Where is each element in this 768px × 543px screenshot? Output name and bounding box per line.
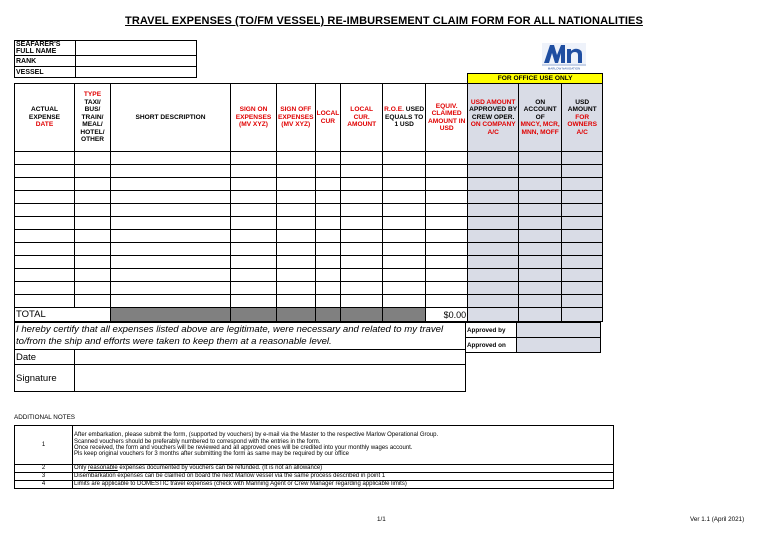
expense-cell[interactable] xyxy=(75,152,111,165)
total-grey-cell xyxy=(231,308,277,322)
note-number: 3 xyxy=(15,473,73,481)
expense-cell[interactable] xyxy=(75,165,111,178)
expense-cell[interactable] xyxy=(468,282,519,295)
expense-cell[interactable] xyxy=(383,191,426,204)
expense-cell[interactable] xyxy=(15,295,75,308)
approved-by-field[interactable] xyxy=(517,323,601,338)
expense-cell[interactable] xyxy=(341,204,383,217)
expense-cell[interactable] xyxy=(315,256,341,269)
expense-cell[interactable] xyxy=(315,165,341,178)
expense-cell[interactable] xyxy=(519,217,562,230)
expense-cell[interactable] xyxy=(562,282,603,295)
expense-cell[interactable] xyxy=(315,152,341,165)
expense-cell[interactable] xyxy=(426,204,468,217)
expense-cell[interactable] xyxy=(341,178,383,191)
approved-by-label: Approved by xyxy=(466,323,517,338)
expense-cell[interactable] xyxy=(231,191,277,204)
expense-cell[interactable] xyxy=(519,191,562,204)
expense-cell[interactable] xyxy=(231,230,277,243)
expense-cell[interactable] xyxy=(231,204,277,217)
expense-cell[interactable] xyxy=(111,178,231,191)
expense-cell[interactable] xyxy=(341,295,383,308)
expense-cell[interactable] xyxy=(468,217,519,230)
expense-cell[interactable] xyxy=(562,178,603,191)
marlow-navigation-logo xyxy=(540,41,588,71)
rank-label: RANK xyxy=(15,56,76,67)
total-grey-cell xyxy=(341,308,383,322)
col-usd-approved-by: APPROVED BY CREW OPER. xyxy=(469,106,518,121)
expense-cell[interactable] xyxy=(341,165,383,178)
expense-row xyxy=(15,269,603,282)
note-2-underline: reasonable xyxy=(88,465,118,472)
note-1 xyxy=(73,426,614,465)
expense-cell[interactable] xyxy=(15,178,75,191)
expense-cell[interactable] xyxy=(519,256,562,269)
expense-cell[interactable] xyxy=(75,204,111,217)
expense-cell[interactable] xyxy=(341,243,383,256)
expense-cell[interactable] xyxy=(519,282,562,295)
col-short-description: SHORT DESCRIPTION xyxy=(111,84,231,152)
expense-cell[interactable] xyxy=(341,217,383,230)
expense-cell[interactable] xyxy=(562,256,603,269)
total-office-cell[interactable] xyxy=(519,308,562,322)
certification-table xyxy=(14,322,466,392)
col-usd-owners-label: USD AMOUNT xyxy=(567,98,597,114)
approval-table xyxy=(465,322,601,353)
expense-cell[interactable] xyxy=(75,217,111,230)
expense-cell[interactable] xyxy=(383,269,426,282)
expense-row xyxy=(15,230,603,243)
page-number: 1/1 xyxy=(377,516,386,523)
expense-cell[interactable] xyxy=(426,269,468,282)
expense-cell[interactable] xyxy=(341,256,383,269)
expense-cell[interactable] xyxy=(519,243,562,256)
expense-cell[interactable] xyxy=(468,243,519,256)
note-number: 2 xyxy=(15,465,73,473)
full-name-label: SEAFARER'S FULL NAME xyxy=(15,41,76,56)
expense-cell[interactable] xyxy=(383,217,426,230)
expense-cell[interactable] xyxy=(15,269,75,282)
expense-cell[interactable] xyxy=(341,230,383,243)
expense-cell[interactable] xyxy=(277,295,316,308)
expense-cell[interactable] xyxy=(15,243,75,256)
expense-cell[interactable] xyxy=(562,191,603,204)
expense-cell[interactable] xyxy=(75,191,111,204)
expense-cell[interactable] xyxy=(277,269,316,282)
col-local-cur: LOCAL CUR xyxy=(315,84,341,152)
expense-cell[interactable] xyxy=(315,204,341,217)
expense-cell[interactable] xyxy=(231,295,277,308)
expense-cell[interactable] xyxy=(315,269,341,282)
expense-cell[interactable] xyxy=(15,217,75,230)
expense-cell[interactable] xyxy=(111,204,231,217)
note-4: Limits are applicable to DOMESTIC travel expenses (check with Manning Agent or Crew Manager regarding applicable limits) xyxy=(73,481,614,489)
expense-cell[interactable] xyxy=(519,152,562,165)
expense-cell[interactable] xyxy=(426,217,468,230)
expense-cell[interactable] xyxy=(277,178,316,191)
col-roe xyxy=(383,84,426,152)
expense-cell[interactable] xyxy=(111,243,231,256)
total-grey-cell xyxy=(111,308,231,322)
expense-cell[interactable] xyxy=(15,230,75,243)
expense-cell[interactable] xyxy=(341,152,383,165)
approved-on-label: Approved on xyxy=(466,338,517,353)
certification-text: I hereby certify that all expenses listed above are legitimate, were necessary and related to my travel to/from the ship and efforts were taken to keep them at a reasonable level. xyxy=(15,323,466,350)
office-use-banner: FOR OFFICE USE ONLY xyxy=(468,74,603,84)
expense-cell[interactable] xyxy=(562,243,603,256)
expense-cell[interactable] xyxy=(468,152,519,165)
expense-cell[interactable] xyxy=(468,191,519,204)
expense-row xyxy=(15,178,603,191)
expense-cell[interactable] xyxy=(426,243,468,256)
expense-cell[interactable] xyxy=(562,152,603,165)
expense-cell[interactable] xyxy=(426,178,468,191)
total-value: $0.00 xyxy=(426,308,468,322)
note-2 xyxy=(73,465,614,473)
expense-cell[interactable] xyxy=(426,295,468,308)
total-grey-cell xyxy=(315,308,341,322)
expense-cell[interactable] xyxy=(277,152,316,165)
notes-table xyxy=(14,425,614,489)
notes-title: ADDITIONAL NOTES xyxy=(14,414,75,421)
col-date-label: DATE xyxy=(35,121,54,129)
note-2-pre: Only xyxy=(74,465,89,472)
col-local-amount: LOCAL CUR. AMOUNT xyxy=(341,84,383,152)
note-1-line: Scanned vouchers should be preferably numbered to correspond with the entries in the form. xyxy=(74,438,321,445)
expense-cell[interactable] xyxy=(383,230,426,243)
signature-label: Signature xyxy=(15,365,75,392)
expense-cell[interactable] xyxy=(231,152,277,165)
col-usd-approved-label: USD AMOUNT xyxy=(470,98,516,106)
expense-cell[interactable] xyxy=(277,256,316,269)
expense-cell[interactable] xyxy=(75,230,111,243)
total-office-cell[interactable] xyxy=(562,308,603,322)
expense-cell[interactable] xyxy=(15,165,75,178)
expense-cell[interactable] xyxy=(468,165,519,178)
expense-cell[interactable] xyxy=(111,165,231,178)
col-type-prefix: TYPE xyxy=(83,91,102,99)
expense-cell[interactable] xyxy=(111,269,231,282)
expense-cell[interactable] xyxy=(383,282,426,295)
expense-cell[interactable] xyxy=(562,204,603,217)
expense-cell[interactable] xyxy=(468,178,519,191)
expense-cell[interactable] xyxy=(426,191,468,204)
expense-cell[interactable] xyxy=(562,165,603,178)
total-label: TOTAL xyxy=(15,308,111,322)
expense-cell[interactable] xyxy=(231,282,277,295)
expense-cell[interactable] xyxy=(111,282,231,295)
expense-row xyxy=(15,243,603,256)
expense-row xyxy=(15,191,603,204)
expense-cell[interactable] xyxy=(15,152,75,165)
expense-cell[interactable] xyxy=(468,269,519,282)
col-type-options: TAXI/ BUS/ TRAIN/ MEAL/ HOTEL/ OTHER xyxy=(80,98,105,144)
expense-cell[interactable] xyxy=(315,191,341,204)
expense-cell[interactable] xyxy=(231,165,277,178)
expense-cell[interactable] xyxy=(111,191,231,204)
expense-cell[interactable] xyxy=(111,295,231,308)
expense-cell[interactable] xyxy=(562,269,603,282)
col-actual-expense-date xyxy=(15,84,75,152)
col-type xyxy=(75,84,111,152)
expense-cell[interactable] xyxy=(519,230,562,243)
expense-cell[interactable] xyxy=(383,295,426,308)
expense-cell[interactable] xyxy=(519,178,562,191)
expense-cell[interactable] xyxy=(383,152,426,165)
expense-cell[interactable] xyxy=(426,165,468,178)
expense-row xyxy=(15,295,603,308)
rank-field[interactable] xyxy=(76,56,197,67)
col-actual-expense-label: ACTUAL EXPENSE xyxy=(28,106,61,121)
expense-cell[interactable] xyxy=(111,152,231,165)
note-3: Disembarkation expenses can be claimed on board the next Marlow vessel via the same process described in point 1 xyxy=(73,473,614,481)
expense-cell[interactable] xyxy=(468,256,519,269)
note-2-post: expenses documented by vouchers can be refunded. (It is not an allowance) xyxy=(117,465,323,472)
expense-cell[interactable] xyxy=(15,256,75,269)
version-label: Ver 1.1 (April 2021) xyxy=(690,516,745,523)
col-usd-company-ac: ON COMPANY A/C xyxy=(470,121,516,136)
expense-cell[interactable] xyxy=(75,269,111,282)
expense-cell[interactable] xyxy=(468,295,519,308)
expense-cell[interactable] xyxy=(315,282,341,295)
expense-row xyxy=(15,256,603,269)
expense-cell[interactable] xyxy=(519,204,562,217)
col-roe-prefix: R.O.E. xyxy=(384,106,404,114)
expense-cell[interactable] xyxy=(75,295,111,308)
full-name-field[interactable] xyxy=(76,41,197,56)
expense-cell[interactable] xyxy=(277,230,316,243)
expense-cell[interactable] xyxy=(231,243,277,256)
expense-table xyxy=(14,73,603,322)
approved-on-field[interactable] xyxy=(517,338,601,353)
expense-cell[interactable] xyxy=(315,243,341,256)
expense-cell[interactable] xyxy=(277,243,316,256)
col-on-account-entities: MNCY, MCR, MNN, MOFF xyxy=(520,121,560,136)
expense-cell[interactable] xyxy=(315,230,341,243)
total-grey-cell xyxy=(383,308,426,322)
logo-caption: MARLOW NAVIGATION xyxy=(547,66,581,71)
expense-cell[interactable] xyxy=(468,204,519,217)
note-1-line: Once received, the form and vouchers will be reviewed and all approved ones will be credited into your monthly wages account. xyxy=(74,445,413,451)
expense-cell[interactable] xyxy=(383,256,426,269)
expense-cell[interactable] xyxy=(341,282,383,295)
col-usd-owners-ac: FOR OWNERS A/C xyxy=(567,113,597,136)
expense-cell[interactable] xyxy=(383,178,426,191)
expense-row xyxy=(15,217,603,230)
expense-cell[interactable] xyxy=(341,191,383,204)
expense-cell[interactable] xyxy=(315,217,341,230)
expense-cell[interactable] xyxy=(15,191,75,204)
col-on-account-label: ON ACCOUNT OF xyxy=(523,98,557,121)
expense-cell[interactable] xyxy=(277,165,316,178)
note-number: 1 xyxy=(15,426,73,465)
expense-cell[interactable] xyxy=(75,256,111,269)
expense-cell[interactable] xyxy=(383,204,426,217)
signature-field[interactable] xyxy=(75,365,466,392)
date-field[interactable] xyxy=(75,350,466,365)
expense-cell[interactable] xyxy=(15,282,75,295)
col-sign-off: SIGN OFF EXPENSES (MV XYZ) xyxy=(277,84,316,152)
note-1-line: After embarkation, please submit the form, (supported by vouchers) by e-mail via the Master to the respective Marlow Operational Group. xyxy=(74,432,439,439)
col-equiv-usd: EQUIV. CLAIMED AMOUNT IN USD xyxy=(426,84,468,152)
note-1-line: Pls keep original vouchers for 3 months after submitting the form as same may be required by our office xyxy=(74,451,350,458)
expense-cell[interactable] xyxy=(231,269,277,282)
expense-cell[interactable] xyxy=(277,204,316,217)
expense-cell[interactable] xyxy=(111,256,231,269)
expense-cell[interactable] xyxy=(383,165,426,178)
expense-cell[interactable] xyxy=(231,178,277,191)
col-on-account xyxy=(519,84,562,152)
vessel-label: VESSEL xyxy=(15,67,76,78)
expense-cell[interactable] xyxy=(562,217,603,230)
expense-cell[interactable] xyxy=(426,256,468,269)
expense-cell[interactable] xyxy=(426,152,468,165)
expense-cell[interactable] xyxy=(231,217,277,230)
col-sign-on: SIGN ON EXPENSES (MV XYZ) xyxy=(231,84,277,152)
expense-row xyxy=(15,165,603,178)
expense-cell[interactable] xyxy=(75,243,111,256)
expense-cell[interactable] xyxy=(426,230,468,243)
expense-cell[interactable] xyxy=(111,217,231,230)
expense-cell[interactable] xyxy=(562,230,603,243)
expense-cell[interactable] xyxy=(562,295,603,308)
total-grey-cell xyxy=(277,308,316,322)
expense-cell[interactable] xyxy=(231,256,277,269)
expense-cell[interactable] xyxy=(277,282,316,295)
date-label: Date xyxy=(15,350,75,365)
expense-cell[interactable] xyxy=(468,230,519,243)
col-roe-rest: USED EQUALS TO 1 USD xyxy=(384,106,425,129)
expense-cell[interactable] xyxy=(75,178,111,191)
expense-row xyxy=(15,204,603,217)
expense-cell[interactable] xyxy=(341,269,383,282)
total-office-cell[interactable] xyxy=(468,308,519,322)
expense-cell[interactable] xyxy=(111,230,231,243)
expense-cell[interactable] xyxy=(315,295,341,308)
expense-cell[interactable] xyxy=(75,282,111,295)
expense-row xyxy=(15,282,603,295)
form-title: TRAVEL EXPENSES (TO/FM VESSEL) RE-IMBURSEMENT CLAIM FORM FOR ALL NATIONALITIES xyxy=(125,15,643,27)
expense-cell[interactable] xyxy=(519,295,562,308)
expense-cell[interactable] xyxy=(15,204,75,217)
expense-cell[interactable] xyxy=(277,191,316,204)
expense-cell[interactable] xyxy=(383,243,426,256)
col-usd-owners xyxy=(562,84,603,152)
expense-cell[interactable] xyxy=(315,178,341,191)
note-number: 4 xyxy=(15,481,73,489)
expense-row xyxy=(15,152,603,165)
expense-cell[interactable] xyxy=(519,269,562,282)
col-usd-approved xyxy=(468,84,519,152)
expense-cell[interactable] xyxy=(519,165,562,178)
expense-cell[interactable] xyxy=(277,217,316,230)
expense-cell[interactable] xyxy=(426,282,468,295)
